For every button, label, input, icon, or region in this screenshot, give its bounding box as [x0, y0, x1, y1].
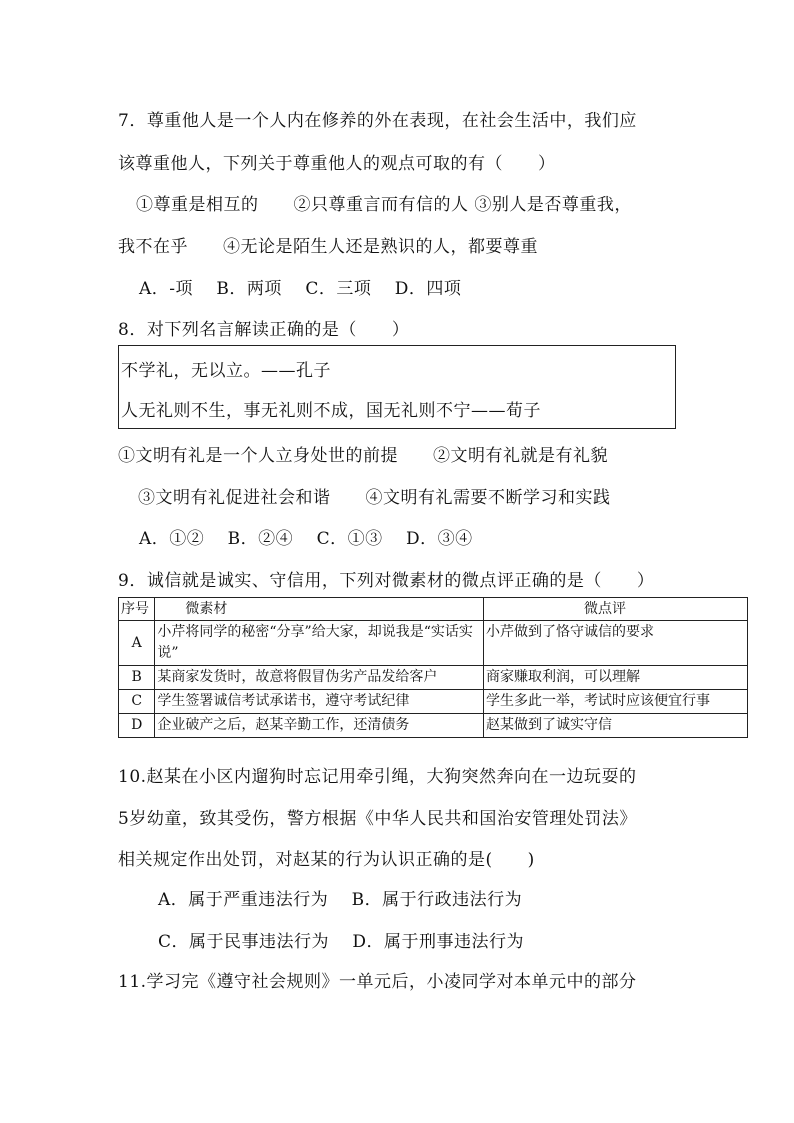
table-row — [119, 621, 748, 666]
table-header-row — [119, 598, 748, 621]
q7-line-1: 7．尊重他人是一个人内在修养的外在表现，在社会生活中，我们应 — [118, 111, 637, 131]
row-material: 小芹将同学的秘密“分享”给大家，却说我是“实话实说” — [155, 621, 484, 666]
q8-quote-confucius: 不学礼，无以立。——孔子 — [121, 361, 331, 381]
row-comment: 商家赚取利润，可以理解 — [484, 666, 748, 690]
row-material: 某商家发货时，故意将假冒伪劣产品发给客户 — [155, 666, 484, 690]
row-comment: 学生多此一举，考试时应该便宜行事 — [484, 690, 748, 714]
row-material: 学生签署诚信考试承诺书，遵守考试纪律 — [155, 690, 484, 714]
q9-stem: 9．诚信就是诚实、守信用，下列对微素材的微点评正确的是（ ） — [118, 571, 655, 591]
q11-line-1: 11.学习完《遵守社会规则》一单元后，小凌同学对本单元中的部分 — [118, 972, 637, 992]
header-material: 微素材 — [155, 598, 484, 621]
q7-options: A．-项 B．两项 C．三项 D．四项 — [139, 279, 462, 299]
header-comment: 微点评 — [484, 598, 748, 621]
table-row — [119, 714, 748, 738]
q7-line-2: 该尊重他人，下列关于尊重他人的观点可取的有（ ） — [118, 154, 556, 174]
q10-line-3: 相关规定作出处罚，对赵某的行为认识正确的是( ) — [118, 850, 535, 870]
q8-line-2: ③文明有礼促进社会和谐 ④文明有礼需要不断学习和实践 — [138, 488, 611, 508]
row-label: C — [119, 690, 155, 714]
row-comment: 赵某做到了诚实守信 — [484, 714, 748, 738]
table-row — [119, 690, 748, 714]
q7-line-3: ①尊重是相互的 ②只尊重言而有信的人 ③别人是否尊重我， — [136, 195, 632, 215]
q8-quote-box — [118, 345, 676, 429]
row-label: A — [119, 621, 155, 666]
q10-options-ab: A．属于严重违法行为 B．属于行政违法行为 — [158, 890, 523, 910]
q7-line-4: 我不在乎 ④无论是陌生人还是熟识的人，都要尊重 — [118, 237, 538, 257]
row-material: 企业破产之后，赵某辛勤工作，还清债务 — [155, 714, 484, 738]
q9-table — [118, 597, 748, 738]
q10-line-1: 10.赵某在小区内遛狗时忘记用牵引绳，大狗突然奔向在一边玩耍的 — [118, 767, 637, 787]
row-label: B — [119, 666, 155, 690]
table-row — [119, 666, 748, 690]
q8-stem: 8．对下列名言解读正确的是（ ） — [118, 320, 410, 340]
row-label: D — [119, 714, 155, 738]
q10-options-cd: C．属于民事违法行为 D．属于刑事违法行为 — [158, 932, 525, 952]
q8-quote-xunzi: 人无礼则不生，事无礼则不成，国无礼则不宁——荀子 — [121, 401, 541, 421]
q10-line-2: 5岁幼童，致其受伤，警方根据《中华人民共和国治安管理处罚法》 — [118, 809, 637, 829]
q8-line-1: ①文明有礼是一个人立身处世的前提 ②文明有礼就是有礼貌 — [118, 446, 608, 466]
q8-options: A．①② B．②④ C．①③ D．③④ — [139, 529, 473, 549]
header-index: 序号 — [119, 598, 155, 621]
row-comment: 小芹做到了恪守诚信的要求 — [484, 621, 748, 666]
